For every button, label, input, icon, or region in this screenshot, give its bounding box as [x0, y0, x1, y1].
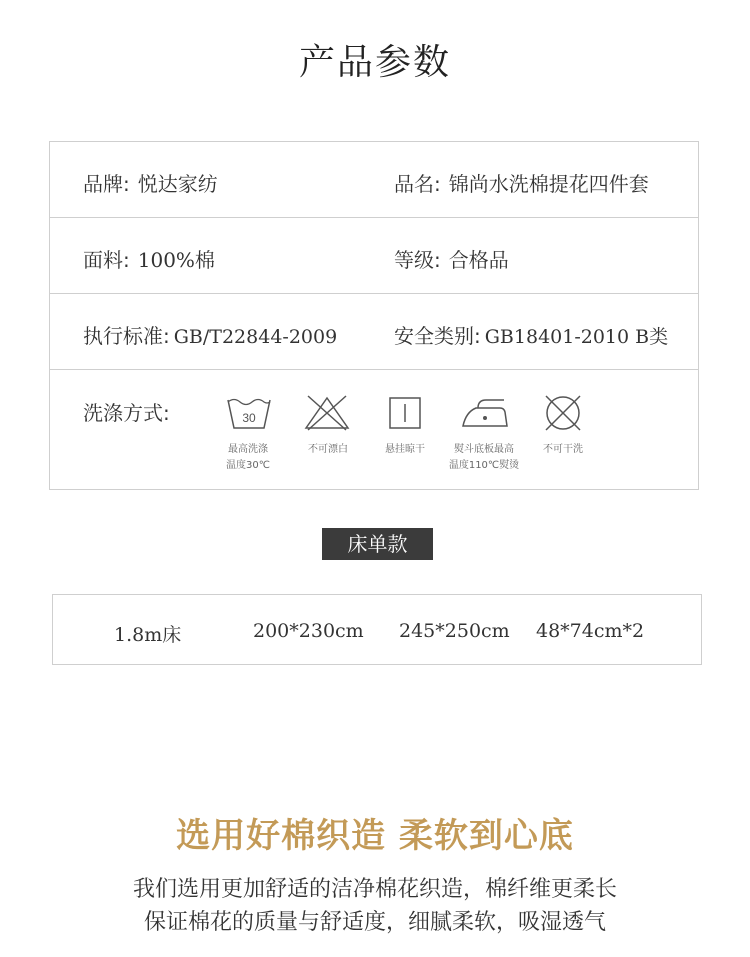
grade-cell [394, 244, 509, 273]
wash-30-caption [220, 442, 276, 474]
name-value: 锦尚水洗棉提花四件套 [448, 172, 649, 196]
safety-value: GB18401-2010 B类 [484, 326, 669, 348]
description-line-2: 保证棉花的质量与舒适度，细腻柔软，吸湿透气 [143, 910, 606, 935]
material-value: 100%棉 [137, 248, 215, 272]
standard-cell [83, 320, 337, 349]
material-cell [83, 244, 215, 273]
safety-label: 安全类别: [394, 324, 481, 348]
brand-cell [83, 168, 218, 197]
wash-temp: 30 [242, 411, 256, 425]
size-table [52, 594, 702, 665]
name-label: 品名: [394, 172, 441, 196]
bed-size: 1.8m床 [114, 624, 182, 646]
wash-30-icon [224, 394, 274, 432]
hang-dry-caption: 悬挂晾干 [385, 444, 425, 455]
iron-icon [460, 394, 510, 432]
quilt-cover-size: 200*230cm [253, 620, 364, 642]
iron-caption [448, 442, 520, 474]
brand-value: 悦达家纺 [137, 172, 218, 196]
table-row [50, 142, 698, 218]
caption-line: 熨斗底板最高 [454, 444, 514, 455]
caption-line: 温度30℃ [226, 460, 270, 471]
description-line-1: 我们选用更加舒适的洁净棉花织造，棉纤维更柔长 [132, 877, 617, 902]
safety-cell [394, 320, 668, 349]
table-row [50, 294, 698, 370]
wash-label: 洗涤方式: [83, 401, 170, 425]
caption-line: 温度110℃熨烫 [448, 460, 520, 471]
no-dry-clean-icon [538, 394, 588, 432]
table-row [50, 218, 698, 294]
headline: 选用好棉织造 柔软到心底 [176, 816, 574, 856]
pillowcase-size: 48*74cm*2 [536, 620, 645, 642]
no-bleach-icon [302, 394, 352, 432]
caption-line: 最高洗涤 [228, 444, 268, 455]
page-title: 产品参数 [298, 42, 451, 83]
section-tag: 床单款 [322, 528, 433, 560]
grade-value: 合格品 [448, 248, 509, 272]
sheet-size: 245*250cm [399, 620, 510, 642]
standard-value: GB/T22844-2009 [173, 326, 338, 348]
grade-label: 等级: [394, 248, 441, 272]
hang-dry-icon [380, 394, 430, 432]
standard-label: 执行标准: [83, 324, 170, 348]
no-bleach-caption: 不可漂白 [308, 444, 348, 455]
no-dry-clean-caption: 不可干洗 [543, 444, 583, 455]
name-cell [394, 168, 649, 197]
wash-row [50, 370, 698, 491]
material-label: 面料: [83, 248, 130, 272]
brand-label: 品牌: [83, 172, 130, 196]
parameter-table [49, 141, 699, 490]
